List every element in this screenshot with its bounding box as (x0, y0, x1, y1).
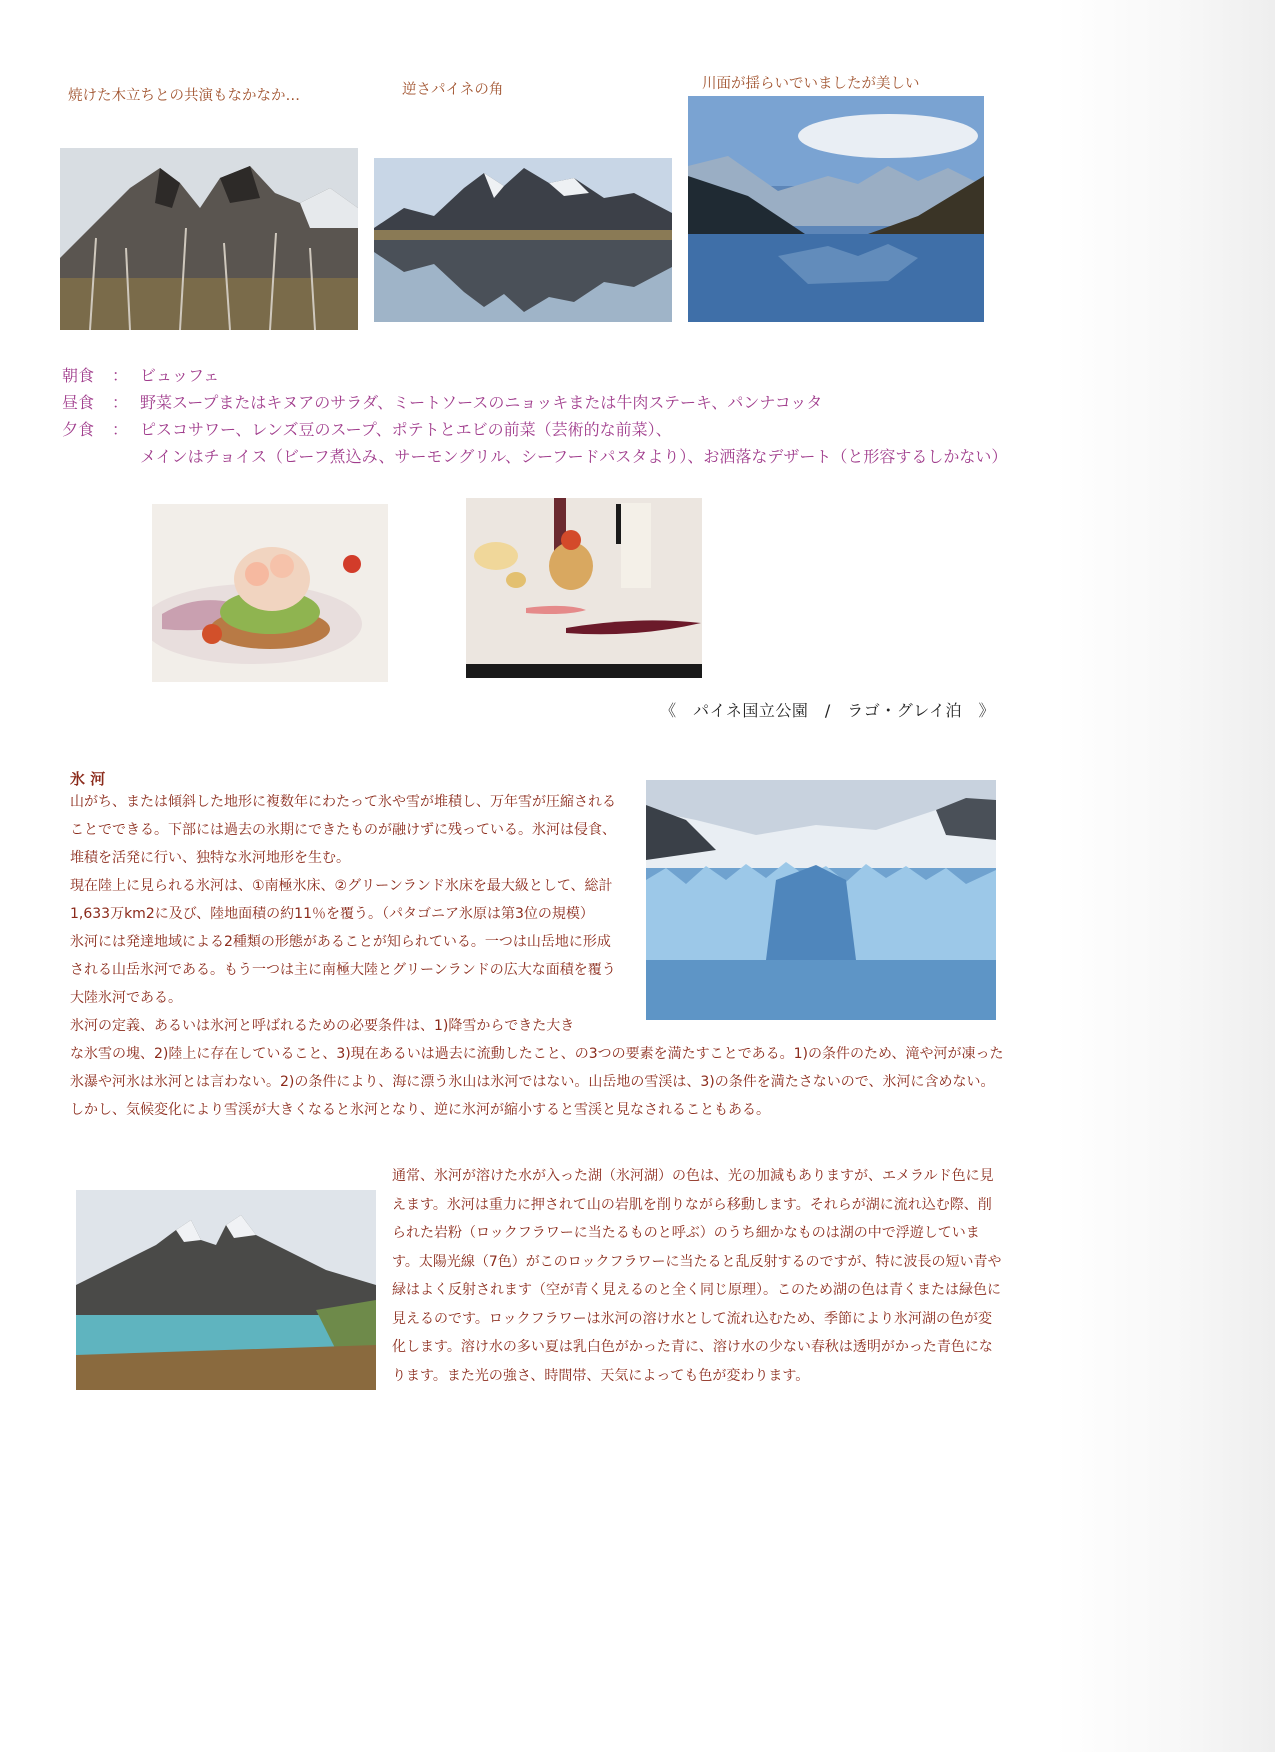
caption-reflected-paine: 逆さパイネの角 (402, 82, 504, 98)
caption-river-surface: 川面が揺らいでいましたが美しい (702, 76, 920, 92)
meal-lunch (62, 389, 982, 416)
caption-burnt-trees: 焼けた木立ちとの共演もなかなか… (68, 88, 300, 104)
meal-breakfast (62, 362, 982, 389)
meal-label: 夕食 (62, 420, 95, 439)
glacier-narrow-column (70, 788, 618, 1040)
photo-glacier-lake (76, 1190, 376, 1390)
meal-dinner-continuation: メインはチョイス（ビーフ煮込み、サーモングリル、シーフードパスタより）、お洒落なデザート（と形容するしかない） (140, 447, 1008, 466)
glacier-paragraph: 氷河には発達地域による2種類の形態があることが知られている。一つは山岳地に形成される山岳氷河である。もう一つは主に南極大陸とグリーンランドの広大な面積を覆う大陸氷河である。 (70, 934, 616, 1006)
photo-dessert-plate (466, 498, 702, 678)
meal-separator: ： (112, 393, 129, 412)
section-tag: 《 パイネ国立公園 / ラゴ・グレイ泊 》 (660, 701, 995, 720)
meal-text: ビュッフェ (140, 366, 220, 385)
glacier-paragraph: 山がち、または傾斜した地形に複数年にわたって氷や雪が堆積し、万年雪が圧縮されることでできる。下部には過去の氷期にできたものが融けずに残っている。氷河は侵食、堆積を活発に行い、独特な氷河地形を生む。 (70, 794, 616, 866)
glacier-heading: 氷 河 (70, 770, 106, 788)
photo-cuernos-burnt-trees (60, 148, 358, 330)
photo-river-mountains (688, 96, 984, 322)
scan-page-edge (1055, 0, 1275, 1752)
photo-shrimp-appetizer (152, 504, 388, 682)
lake-paragraph: 通常、氷河が溶けた水が入った湖（氷河湖）の色は、光の加減もありますが、エメラルド色に見えます。氷河は重力に押されて山の岩肌を削りながら移動します。それらが湖に流れ込む際、削られた岩粉（ロックフラワーに当たるものと呼ぶ）のうち細かなものは湖の中で浮遊しています。太陽光線（7色）がこのロックフラワーに当たると乱反射するのですが、特に波長の短い青や緑はよく反射されます（空が青く見えるのと全く同じ原理）。このため湖の色は青くまたは緑色に見えるのです。ロックフラワーは氷河の溶け水として流れ込むため、季節により氷河湖の色が変化します。溶け水の多い夏は乳白色がかった青に、溶け水の少ない春秋は透明がかった青色になります。また光の強さ、時間帯、天気によっても色が変わります。 (392, 1168, 1002, 1384)
meal-separator: ： (112, 420, 129, 439)
lake-color-body (392, 1162, 1004, 1390)
photo-paine-reflection (374, 158, 672, 322)
glacier-definition-first-line: 氷河の定義、あるいは氷河と呼ばれるための必要条件は、1)降雪からできた大き (70, 1018, 575, 1034)
glacier-paragraph: 現在陸上に見られる氷河は、①南極氷床、②グリーンランド氷床を最大級として、総計1,633万km2に及び、陸地面積の約11％を覆う。（パタゴニア氷原は第3位の規模） (70, 878, 613, 922)
meal-separator: ： (112, 366, 129, 385)
meal-label: 昼食 (62, 393, 95, 412)
meal-text: 野菜スープまたはキヌアのサラダ、ミートソースのニョッキまたは牛肉ステーキ、パンナコッタ (140, 393, 823, 412)
meal-text: ピスコサワー、レンズ豆のスープ、ポテトとエビの前菜（芸術的な前菜）、 (140, 420, 672, 439)
meal-label: 朝食 (62, 366, 95, 385)
meal-dinner (62, 416, 982, 443)
meal-list (62, 362, 1008, 470)
glacier-body (70, 788, 1005, 1124)
glacier-definition-rest: な氷雪の塊、2)陸上に存在していること、3)現在あるいは過去に流動したこと、の3つの要素を満たすことである。1)の条件のため、滝や河が凍った氷瀑や河氷は氷河とは言わない。2)の条件により、海に漂う氷山は氷河ではない。山岳地の雪渓は、3)の条件を満たさないので、氷河に含めない。しかし、気候変化により雪渓が大きくなると氷河となり、逆に氷河が縮小すると雪渓と見なされることもある。 (70, 1046, 1004, 1118)
